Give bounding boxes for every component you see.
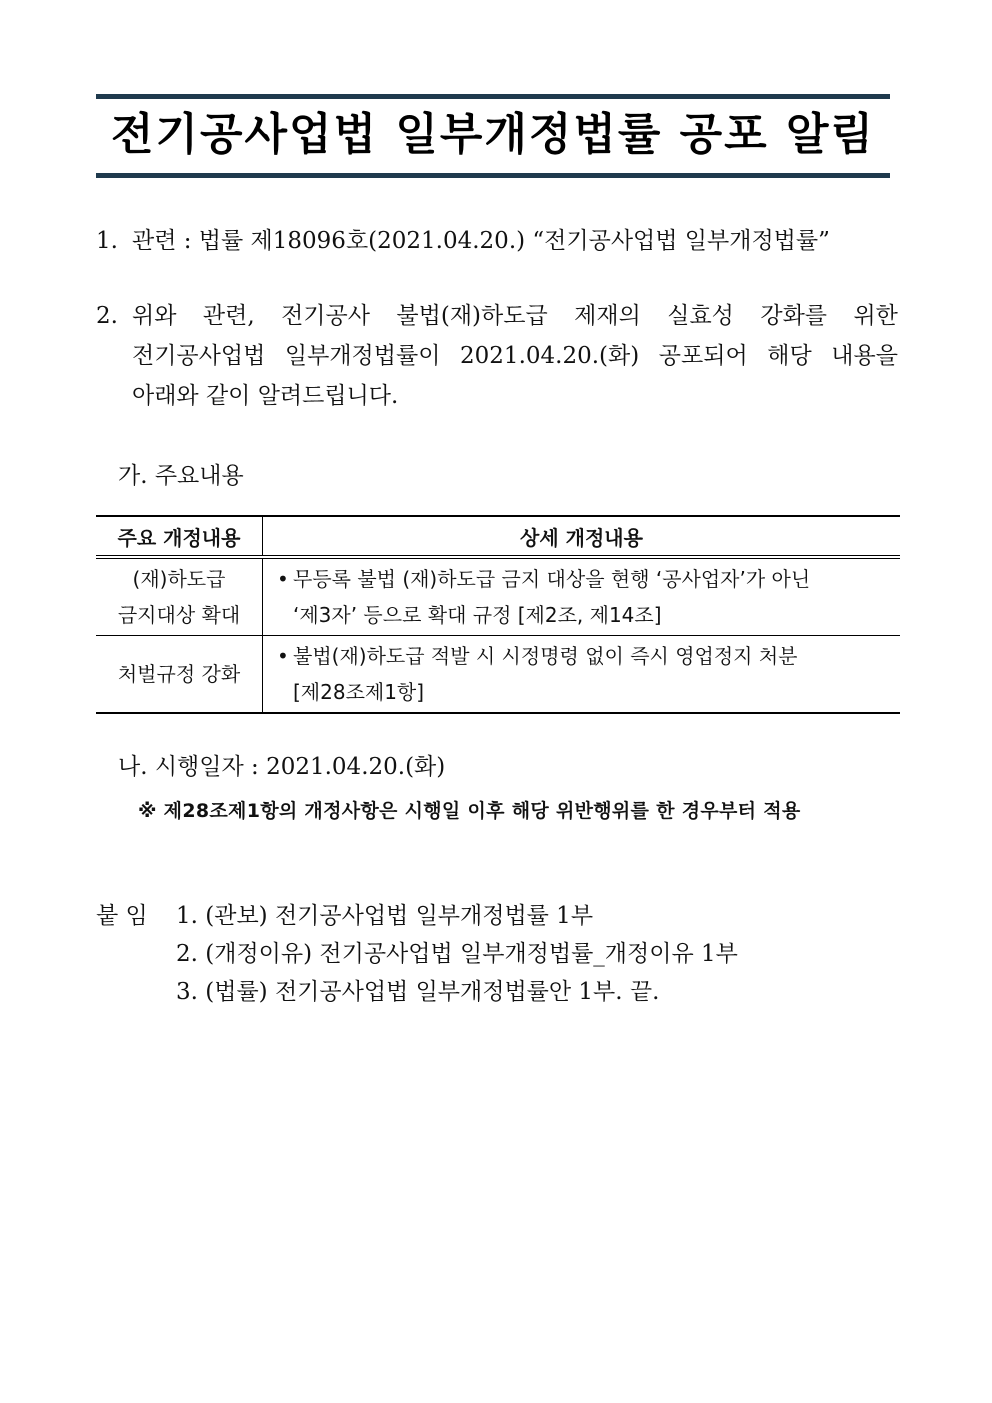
attachment-item: 3. (법률) 전기공사업법 일부개정법률안 1부. 끝. [176,979,660,1005]
table-cell-main: (재)하도급 금지대상 확대 [96,557,263,636]
bullet-icon: • [277,567,289,591]
table-cell-main: 처벌규정 강화 [96,636,263,714]
table-cell-detail: • 무등록 불법 (재)하도급 금지 대상을 현행 ‘공사업자’가 아닌 ‘제3자’ 등으로 확대 규정 [제2조, 제14조] [263,557,901,636]
section-2 [96,296,898,416]
section-1-number: 1. [96,228,118,254]
section-1 [96,222,830,255]
attachment-item: 2. (개정이유) 전기공사업법 일부개정법률_개정이유 1부 [176,941,738,967]
amendment-table [96,515,900,714]
section-2-number: 2. [96,303,118,329]
attachments-label: 붙 임 [96,903,148,929]
section-2-line: 아래와 같이 알려드립니다. [132,383,399,409]
table-header: 주요 개정내용 [96,516,263,557]
section-2-line: 전기공사업법 일부개정법률이 2021.04.20.(화) 공포되어 해당 내용을 [132,343,898,369]
table-header-row [96,516,900,557]
attachment-item: 1. (관보) 전기공사업법 일부개정법률 1부 [176,903,594,929]
table-row [96,557,900,636]
title-bottom-rule [96,173,890,178]
section-1-text: 관련 : 법률 제18096호(2021.04.20.) “전기공사업법 일부개정법률” [132,228,830,254]
table-header: 상세 개정내용 [263,516,901,557]
section-2-line: 2. 위와 관련, 전기공사 불법(재)하도급 제재의 실효성 강화를 위한 [96,296,898,336]
subsection-b-heading: 나. 시행일자 : 2021.04.20.(화) [118,754,446,780]
table-row [96,636,900,714]
note-text: ※ 제28조제1항의 개정사항은 시행일 이후 해당 위반행위를 한 경우부터 적용 [138,800,801,822]
title-top-rule [96,94,890,99]
document-title: 전기공사업법 일부개정법률 공포 알림 [110,109,876,160]
table-cell-detail: • 불법(재)하도급 적발 시 시정명령 없이 즉시 영업정지 처분 [제28조제1항] [263,636,901,714]
subsection-a-heading: 가. 주요내용 [118,463,244,489]
bullet-icon: • [277,644,289,668]
